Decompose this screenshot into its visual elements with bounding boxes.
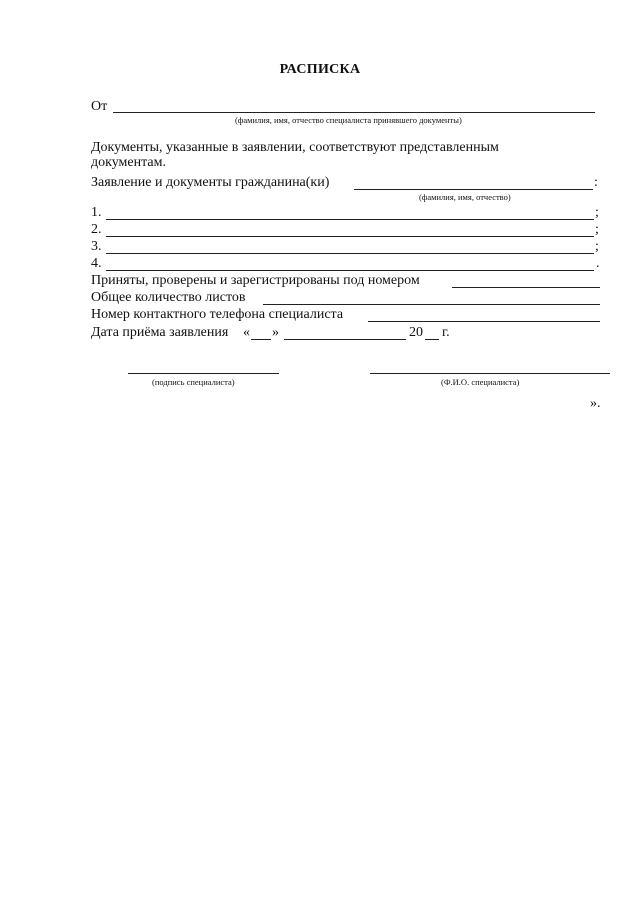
signature-caption: (подпись специалиста) [152,377,235,387]
phone-number-line[interactable] [368,321,600,322]
item-end-mark: ; [595,222,599,237]
fio-line[interactable] [370,373,610,374]
registration-number-line[interactable] [452,287,600,288]
item-field-line[interactable] [106,253,594,254]
registered-label: Приняты, проверены и зарегистрированы под номером [91,273,420,288]
item-field-line[interactable] [106,236,594,237]
applicant-end-mark: : [594,175,598,190]
date-year-prefix: 20 [409,325,423,340]
applicant-caption: (фамилия, имя, отчество) [419,192,511,202]
item-number: 3. [91,239,102,254]
sheets-label: Общее количество листов [91,290,246,305]
fio-caption: (Ф.И.О. специалиста) [441,377,520,387]
item-number: 4. [91,256,102,271]
document-title: РАСПИСКА [279,62,361,77]
item-field-line[interactable] [106,219,594,220]
date-label: Дата приёма заявления [91,325,229,340]
applicant-label: Заявление и документы гражданина(ки) [91,175,330,190]
item-end-mark: ; [595,205,599,220]
date-close-quote: » [272,325,279,340]
item-number: 1. [91,205,102,220]
from-label: От [91,99,108,114]
item-end-mark: ; [595,239,599,254]
item-number: 2. [91,222,102,237]
sheets-count-line[interactable] [263,304,600,305]
date-month-line[interactable] [284,339,406,340]
item-end-mark: . [596,256,600,271]
item-field-line[interactable] [106,270,594,271]
date-year-line[interactable] [425,339,439,340]
date-year-suffix: г. [442,325,450,340]
applicant-field-line[interactable] [354,189,593,190]
date-day-line[interactable] [251,339,271,340]
signature-line[interactable] [128,373,279,374]
from-field-line[interactable] [113,112,595,113]
statement-text: Документы, указанные в заявлении, соответствуют представленным документам. [91,140,499,170]
phone-label: Номер контактного телефона специалиста [91,307,344,322]
date-open-quote: « [243,325,250,340]
from-caption: (фамилия, имя, отчество специалиста принявшего документы) [235,115,462,125]
closing-mark: ». [590,396,601,411]
